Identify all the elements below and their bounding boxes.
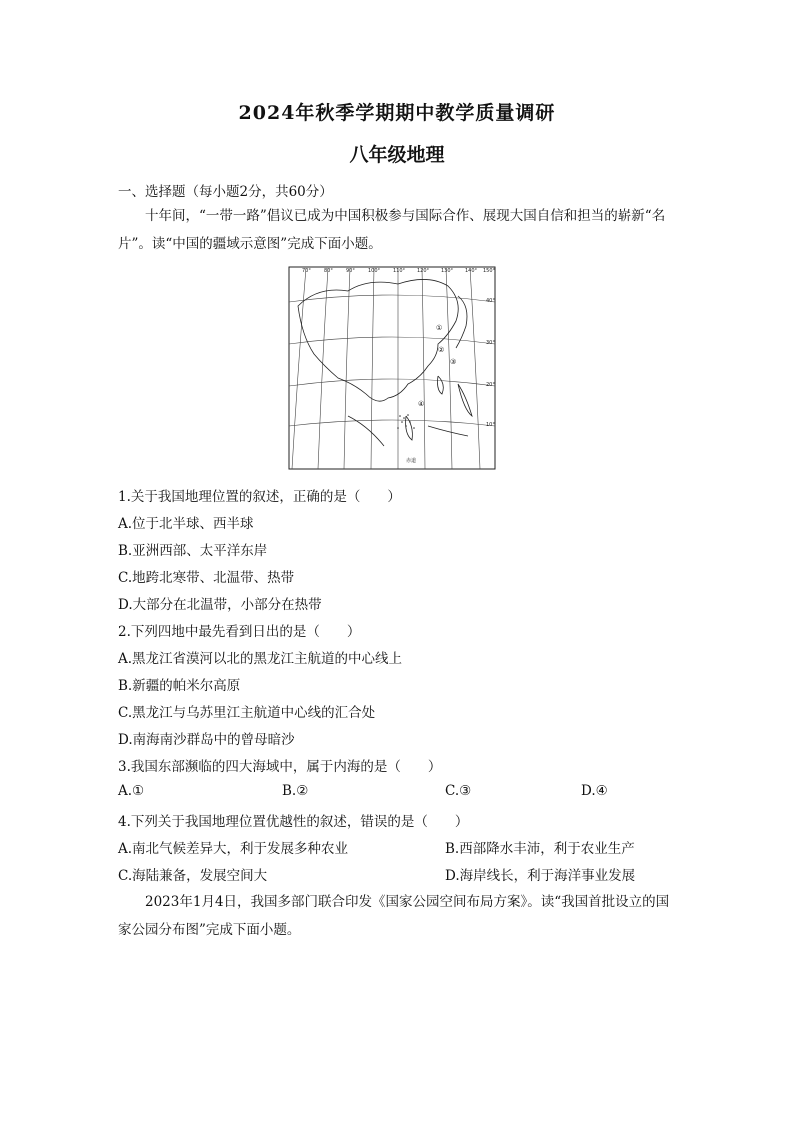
question-1-option-b: B.亚洲西部、太平洋东岸 — [118, 543, 268, 559]
map-lon-label: 120° — [417, 268, 430, 274]
map-lon-label: 80° — [324, 268, 333, 274]
map-lon-label: 130° — [441, 268, 454, 274]
map-marker-2: ② — [438, 346, 445, 354]
question-1-option-c: C.地跨北寒带、北温带、热带 — [118, 570, 295, 586]
map-lat-label: 30° — [486, 340, 495, 346]
intro-paragraph-1: 十年间，“一带一路”倡议已成为中国积极参与国际合作、展现大国自信和担当的崭新“名片”。读“中国的疆域示意图”完成下面小题。 — [118, 208, 666, 252]
section-heading: 一、选择题（每小题2分，共60分） — [118, 184, 333, 200]
map-lon-label: 140° — [465, 268, 478, 274]
map-marker-4: ④ — [418, 400, 425, 408]
map-lon-label: 90° — [346, 268, 355, 274]
map-lat-label: 20° — [486, 382, 495, 388]
question-4-option-a: A.南北气候差异大，利于发展多种农业 — [118, 841, 349, 857]
question-2-option-a: A.黑龙江省漠河以北的黑龙江主航道的中心线上 — [118, 651, 403, 667]
map-lat-label: 10° — [486, 422, 495, 428]
question-4-stem: 4.下列关于我国地理位置优越性的叙述，错误的是（ ） — [118, 814, 469, 830]
map-marker-1: ① — [436, 324, 443, 332]
question-3-stem: 3.我国东部濒临的四大海域中，属于内海的是（ ） — [118, 759, 442, 775]
question-4-option-b: B.西部降水丰沛，利于农业生产 — [445, 841, 635, 857]
china-territory-map — [288, 266, 496, 470]
map-lat-label: 40° — [486, 298, 495, 304]
intro-paragraph-2: 2023年1月4日，我国多部门联合印发《国家公园空间布局方案》。读“我国首批设立的国家公园分布图”完成下面小题。 — [118, 894, 670, 938]
map-lon-label: 100° — [368, 268, 381, 274]
map-lon-label: 70° — [302, 268, 311, 274]
question-2-option-b: B.新疆的帕米尔高原 — [118, 678, 241, 694]
question-3-option-c: C.③ — [445, 783, 472, 799]
question-1-option-a: A.位于北半球、西半球 — [118, 516, 254, 532]
question-2-option-c: C.黑龙江与乌苏里江主航道中心线的汇合处 — [118, 705, 376, 721]
question-1-option-d: D.大部分在北温带，小部分在热带 — [118, 597, 322, 613]
map-lon-label: 110° — [393, 268, 406, 274]
map-lon-label: 150° — [483, 268, 496, 274]
exam-title: 2024年秋季学期期中教学质量调研 — [238, 102, 556, 124]
question-3-option-d: D.④ — [581, 783, 608, 799]
map-island-label: 赤道 — [406, 458, 417, 464]
question-3-option-a: A.① — [118, 783, 145, 799]
question-4-option-d: D.海岸线长，利于海洋事业发展 — [445, 868, 636, 884]
question-2-option-d: D.南海南沙群岛中的曾母暗沙 — [118, 732, 295, 748]
exam-subtitle: 八年级地理 — [349, 144, 445, 166]
map-marker-3: ③ — [450, 358, 457, 366]
question-2-stem: 2.下列四地中最先看到日出的是（ ） — [118, 624, 361, 640]
question-1-stem: 1.关于我国地理位置的叙述，正确的是（ ） — [118, 489, 401, 505]
question-4-option-c: C.海陆兼备，发展空间大 — [118, 868, 268, 884]
question-3-option-b: B.② — [282, 783, 309, 799]
